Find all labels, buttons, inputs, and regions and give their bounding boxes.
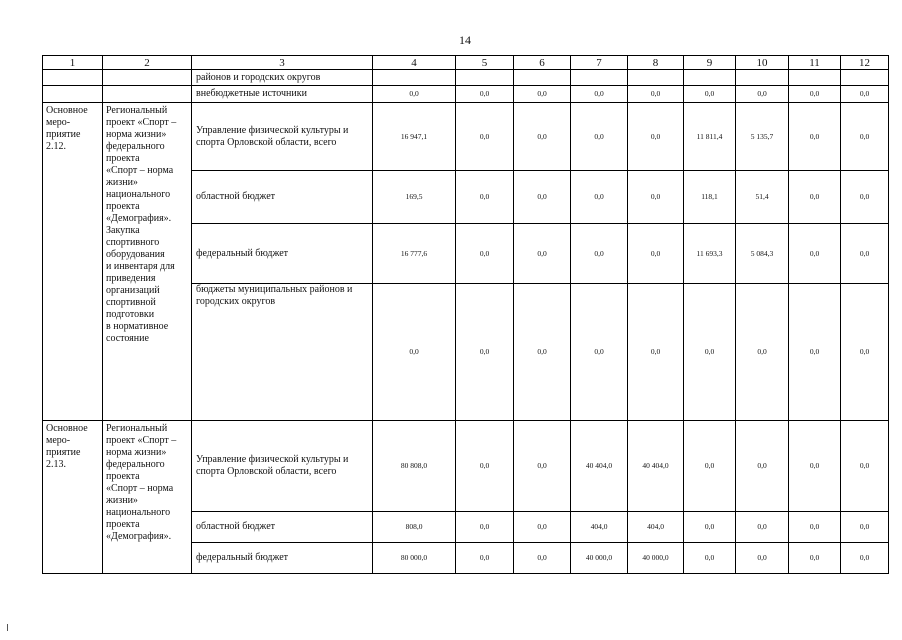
value-cell: 0,0 xyxy=(841,171,889,224)
value-cell: 0,0 xyxy=(684,86,736,103)
value-cell xyxy=(456,70,514,86)
value-cell: 0,0 xyxy=(571,284,628,421)
source-cell: областной бюджет xyxy=(192,512,373,543)
value-cell: 0,0 xyxy=(456,284,514,421)
value-cell: 0,0 xyxy=(628,171,684,224)
column-header: 8 xyxy=(628,56,684,70)
source-cell: Управление физической культуры и спорта Орловской области, всего xyxy=(192,421,373,512)
description-cell: Региональный проект «Спорт – норма жизни» федерального проекта «Спорт – норма жизни» национального проекта «Демография». Закупка спортивного оборудования и инвентаря для приведения организаций спортивной подготовки в нормативное состояние xyxy=(103,103,192,421)
value-cell: 0,0 xyxy=(789,512,841,543)
value-cell: 0,0 xyxy=(736,421,789,512)
table-body xyxy=(43,56,889,574)
value-cell xyxy=(736,70,789,86)
value-cell: 0,0 xyxy=(456,543,514,574)
value-cell: 0,0 xyxy=(514,421,571,512)
source-cell: федеральный бюджет xyxy=(192,224,373,284)
value-cell: 0,0 xyxy=(514,86,571,103)
value-cell: 0,0 xyxy=(456,103,514,171)
value-cell: 0,0 xyxy=(789,284,841,421)
description-cell xyxy=(103,70,192,86)
value-cell: 5 084,3 xyxy=(736,224,789,284)
table-row xyxy=(43,86,889,103)
column-header: 9 xyxy=(684,56,736,70)
column-header: 7 xyxy=(571,56,628,70)
value-cell: 5 135,7 xyxy=(736,103,789,171)
value-cell: 0,0 xyxy=(841,284,889,421)
value-cell: 0,0 xyxy=(841,86,889,103)
header-row xyxy=(43,56,889,70)
value-cell: 0,0 xyxy=(789,171,841,224)
value-cell: 0,0 xyxy=(789,86,841,103)
value-cell: 0,0 xyxy=(514,512,571,543)
value-cell: 0,0 xyxy=(628,224,684,284)
value-cell: 16 777,6 xyxy=(373,224,456,284)
value-cell: 0,0 xyxy=(841,103,889,171)
value-cell: 0,0 xyxy=(373,86,456,103)
table-row xyxy=(43,103,889,171)
value-cell: 169,5 xyxy=(373,171,456,224)
value-cell: 0,0 xyxy=(514,543,571,574)
value-cell: 11 811,4 xyxy=(684,103,736,171)
value-cell: 0,0 xyxy=(456,86,514,103)
value-cell: 0,0 xyxy=(514,284,571,421)
column-header: 1 xyxy=(43,56,103,70)
value-cell: 0,0 xyxy=(789,103,841,171)
value-cell: 0,0 xyxy=(456,421,514,512)
value-cell: 40 404,0 xyxy=(571,421,628,512)
value-cell: 0,0 xyxy=(571,171,628,224)
value-cell: 40 000,0 xyxy=(628,543,684,574)
source-cell: федеральный бюджет xyxy=(192,543,373,574)
value-cell: 0,0 xyxy=(841,224,889,284)
value-cell: 808,0 xyxy=(373,512,456,543)
value-cell: 0,0 xyxy=(736,512,789,543)
value-cell xyxy=(571,70,628,86)
value-cell: 0,0 xyxy=(684,512,736,543)
value-cell: 0,0 xyxy=(841,543,889,574)
value-cell: 0,0 xyxy=(628,103,684,171)
value-cell xyxy=(628,70,684,86)
page-number: 14 xyxy=(459,33,471,47)
source-cell: Управление физической культуры и спорта Орловской области, всего xyxy=(192,103,373,171)
value-cell: 0,0 xyxy=(571,86,628,103)
value-cell xyxy=(789,70,841,86)
value-cell xyxy=(841,70,889,86)
column-header: 4 xyxy=(373,56,456,70)
value-cell: 0,0 xyxy=(514,103,571,171)
value-cell: 0,0 xyxy=(628,284,684,421)
value-cell xyxy=(514,70,571,86)
value-cell: 0,0 xyxy=(789,224,841,284)
column-header: 3 xyxy=(192,56,373,70)
value-cell: 40 404,0 xyxy=(628,421,684,512)
source-cell: районов и городских округов xyxy=(192,70,373,86)
value-cell: 80 000,0 xyxy=(373,543,456,574)
value-cell: 0,0 xyxy=(684,284,736,421)
value-cell xyxy=(373,70,456,86)
value-cell xyxy=(684,70,736,86)
value-cell: 0,0 xyxy=(736,543,789,574)
value-cell: 0,0 xyxy=(736,86,789,103)
event-cell: Основное меро- приятие 2.13. xyxy=(43,421,103,574)
column-header: 10 xyxy=(736,56,789,70)
event-cell xyxy=(43,70,103,86)
budget-table xyxy=(42,55,889,574)
source-cell: областной бюджет xyxy=(192,171,373,224)
value-cell: 0,0 xyxy=(456,171,514,224)
column-header: 5 xyxy=(456,56,514,70)
value-cell: 0,0 xyxy=(684,421,736,512)
value-cell: 0,0 xyxy=(789,421,841,512)
column-header: 2 xyxy=(103,56,192,70)
value-cell: 118,1 xyxy=(684,171,736,224)
value-cell: 0,0 xyxy=(571,103,628,171)
value-cell: 0,0 xyxy=(628,86,684,103)
description-cell xyxy=(103,86,192,103)
scan-mark xyxy=(7,624,8,631)
value-cell: 0,0 xyxy=(456,224,514,284)
table-row xyxy=(43,421,889,512)
source-cell: внебюджетные источники xyxy=(192,86,373,103)
value-cell: 51,4 xyxy=(736,171,789,224)
event-cell xyxy=(43,86,103,103)
column-header: 6 xyxy=(514,56,571,70)
value-cell: 11 693,3 xyxy=(684,224,736,284)
value-cell: 0,0 xyxy=(571,224,628,284)
value-cell: 80 808,0 xyxy=(373,421,456,512)
value-cell: 404,0 xyxy=(571,512,628,543)
value-cell: 40 000,0 xyxy=(571,543,628,574)
value-cell: 404,0 xyxy=(628,512,684,543)
value-cell: 0,0 xyxy=(373,284,456,421)
value-cell: 0,0 xyxy=(841,421,889,512)
value-cell: 0,0 xyxy=(456,512,514,543)
description-cell: Региональный проект «Спорт – норма жизни» федерального проекта «Спорт – норма жизни» национального проекта «Демография». xyxy=(103,421,192,574)
value-cell: 0,0 xyxy=(789,543,841,574)
event-cell: Основное меро- приятие 2.12. xyxy=(43,103,103,421)
value-cell: 0,0 xyxy=(684,543,736,574)
value-cell: 0,0 xyxy=(514,224,571,284)
column-header: 11 xyxy=(789,56,841,70)
source-cell: бюджеты муниципальных районов и городских округов xyxy=(192,284,373,421)
table-row xyxy=(43,70,889,86)
value-cell: 0,0 xyxy=(841,512,889,543)
value-cell: 0,0 xyxy=(736,284,789,421)
column-header: 12 xyxy=(841,56,889,70)
value-cell: 0,0 xyxy=(514,171,571,224)
value-cell: 16 947,1 xyxy=(373,103,456,171)
